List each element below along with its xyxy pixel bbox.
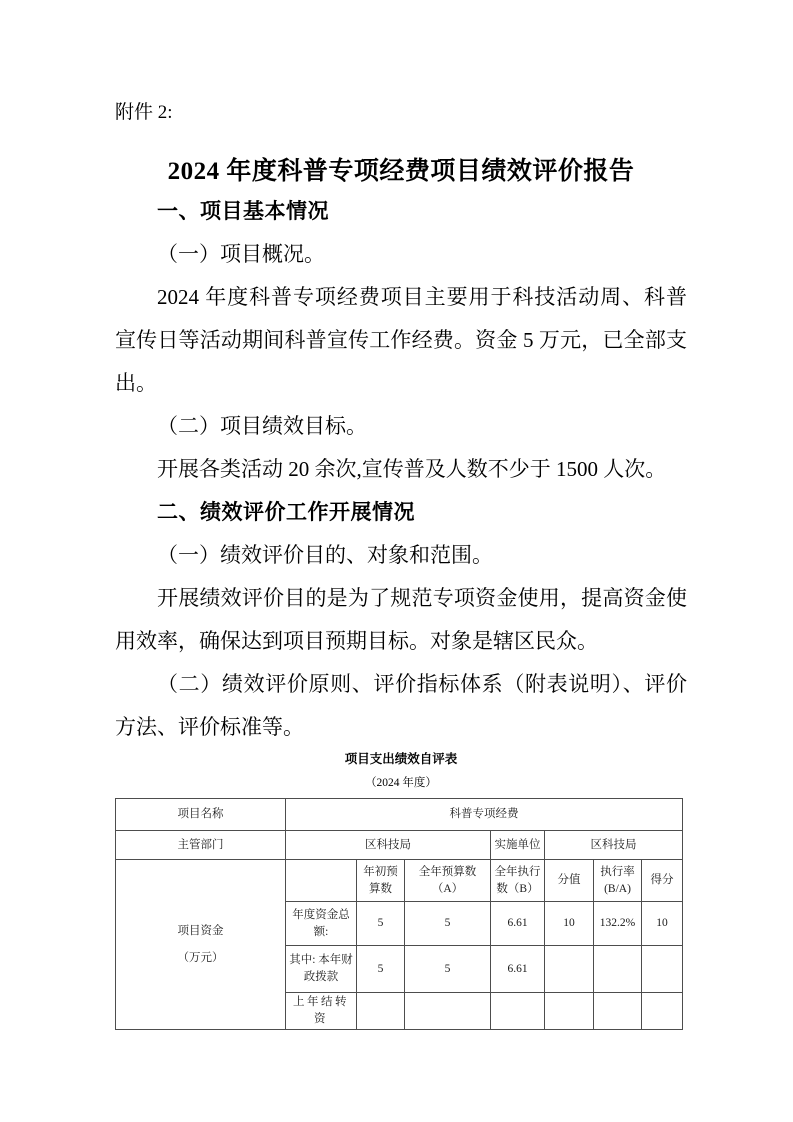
table-row-project-name — [116, 799, 683, 831]
table-row-column-headers — [116, 860, 683, 902]
table-subtitle: （2024 年度） — [365, 777, 437, 789]
cell-group-label-project-funds — [116, 860, 286, 1030]
cell-value: 5 — [357, 902, 405, 946]
attachment-label: 附件 2: — [115, 102, 173, 123]
table-row-departments — [116, 831, 683, 860]
cell-header-execution-rate: 执行率(B/A) — [594, 860, 642, 902]
cell-impl-label: 实施单位 — [491, 831, 545, 860]
cell-header-score: 得分 — [642, 860, 683, 902]
cell-value — [357, 993, 405, 1030]
section-heading-basic-info: 一、项目基本情况 — [157, 200, 329, 223]
cell-value: 6.61 — [491, 946, 545, 993]
cell-value: 6.61 — [491, 902, 545, 946]
subsection-performance-target-heading: （二）项目绩效目标。 — [157, 414, 367, 438]
cell-dept-value: 区科技局 — [286, 831, 491, 860]
cell-value: 5 — [405, 902, 491, 946]
subsection-evaluation-principles: （二）绩效评价原则、评价指标体系（附表说明）、评价方法、评价标准等。 — [115, 672, 687, 739]
cell-project-name-value: 科普专项经费 — [286, 799, 683, 831]
group-label-line2: （万元） — [177, 951, 224, 964]
cell-project-name-label: 项目名称 — [116, 799, 286, 831]
cell-header-annual-execution: 全年执行数（B） — [491, 860, 545, 902]
cell-header-annual-budget: 全年预算数（A） — [405, 860, 491, 902]
cell-value: 5 — [405, 946, 491, 993]
cell-value — [545, 946, 594, 993]
cell-value — [545, 993, 594, 1030]
cell-header-initial-budget: 年初预算数 — [357, 860, 405, 902]
cell-value: 132.2% — [594, 902, 642, 946]
subsection-project-overview-heading: （一）项目概况。 — [157, 242, 325, 266]
cell-value — [642, 993, 683, 1030]
cell-value — [491, 993, 545, 1030]
section-heading-evaluation-work: 二、绩效评价工作开展情况 — [157, 501, 415, 524]
paragraph-performance-target: 开展各类活动 20 余次,宣传普及人数不少于 1500 人次。 — [157, 457, 667, 481]
cell-value: 5 — [357, 946, 405, 993]
document-title: 2024 年度科普专项经费项目绩效评价报告 — [167, 158, 635, 185]
cell-dept-label: 主管部门 — [116, 831, 286, 860]
cell-value — [642, 946, 683, 993]
cell-value — [594, 993, 642, 1030]
paragraph-project-overview: 2024 年度科普专项经费项目主要用于科技活动周、科普宣传日等活动期间科普宣传工作经费。资金 5 万元，已全部支出。 — [115, 285, 687, 395]
cell-value — [405, 993, 491, 1030]
paragraph-evaluation-purpose: 开展绩效评价目的是为了规范专项资金使用，提高资金使用效率，确保达到项目预期目标。对象是辖区民众。 — [115, 586, 687, 653]
cell-impl-value: 区科技局 — [545, 831, 683, 860]
subsection-evaluation-purpose-heading: （一）绩效评价目的、对象和范围。 — [157, 543, 493, 567]
document-body — [115, 190, 687, 749]
cell-row-label: 年度资金总额: — [286, 902, 357, 946]
cell-value — [594, 946, 642, 993]
cell-row-label: 上年结转资 — [286, 993, 357, 1030]
cell-value: 10 — [642, 902, 683, 946]
self-evaluation-table — [115, 798, 683, 1030]
cell-header-empty — [286, 860, 357, 902]
cell-value: 10 — [545, 902, 594, 946]
table-title: 项目支出绩效自评表 — [344, 752, 458, 766]
cell-header-score-weight: 分值 — [545, 860, 594, 902]
group-label-line1: 项目资金 — [177, 924, 224, 937]
cell-row-label: 其中: 本年财政拨款 — [286, 946, 357, 993]
